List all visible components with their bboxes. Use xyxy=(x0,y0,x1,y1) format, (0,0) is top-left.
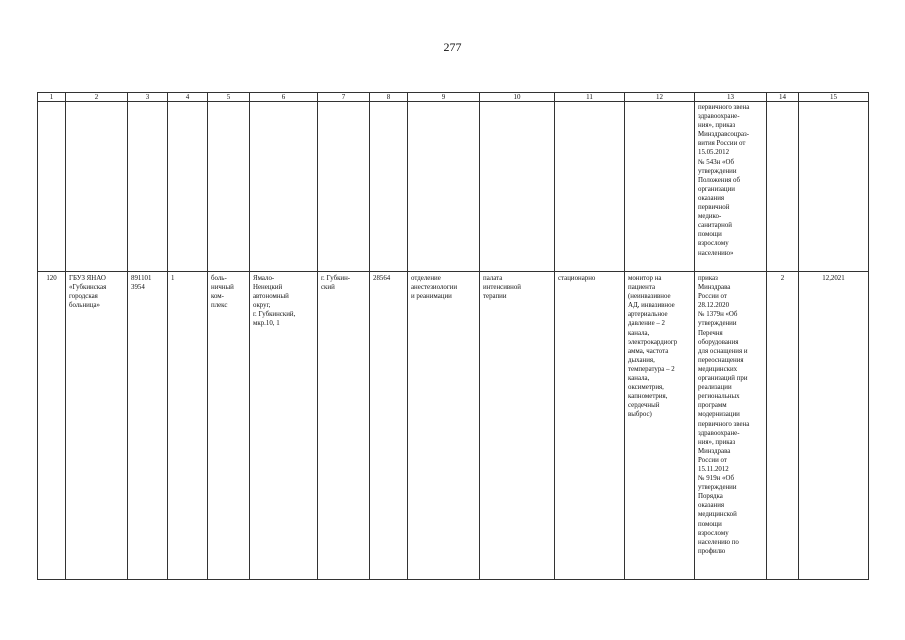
header-cell: 11 xyxy=(555,93,625,102)
table-cell xyxy=(250,102,318,272)
table-row xyxy=(38,272,869,580)
header-cell: 2 xyxy=(66,93,128,102)
table-cell xyxy=(408,102,480,272)
table-cell xyxy=(208,102,250,272)
table-cell xyxy=(318,102,370,272)
header-cell: 1 xyxy=(38,93,66,102)
table-cell xyxy=(38,102,66,272)
code-cell: 28564 xyxy=(370,272,408,580)
quantity-cell: 2 xyxy=(767,272,799,580)
header-cell: 5 xyxy=(208,93,250,102)
header-cell: 15 xyxy=(799,93,869,102)
header-cell: 4 xyxy=(168,93,208,102)
department-cell: отделение анестезиологии и реанимации xyxy=(408,272,480,580)
table-cell xyxy=(555,102,625,272)
table-cell xyxy=(370,102,408,272)
header-cell: 7 xyxy=(318,93,370,102)
table-cell xyxy=(480,102,555,272)
care-type-cell: стационарно xyxy=(555,272,625,580)
equipment-table xyxy=(37,92,869,580)
header-cell: 8 xyxy=(370,93,408,102)
page-number: 277 xyxy=(443,40,462,54)
inn-cell: 891101 3954 xyxy=(128,272,168,580)
table-cell xyxy=(128,102,168,272)
header-cell: 3 xyxy=(128,93,168,102)
building-type-cell: боль- ничный ком- плекс xyxy=(208,272,250,580)
count-cell: 1 xyxy=(168,272,208,580)
regulation-cell: первичного звена здравоохране- ния», приказ Минздравсоцраз- вития России от 15.05.2012 № 543н «Об утверждении Положения об организации оказания первичной медико- санитарной помощи взрослому населению» xyxy=(695,102,767,272)
ward-cell: палата интенсивной терапии xyxy=(480,272,555,580)
address-cell: Ямало- Ненецкий автономный округ, г. Губкинский, мкр.10, 1 xyxy=(250,272,318,580)
header-cell: 9 xyxy=(408,93,480,102)
table-cell xyxy=(66,102,128,272)
table-row-continuation xyxy=(38,102,869,272)
table-cell xyxy=(625,102,695,272)
header-cell: 10 xyxy=(480,93,555,102)
row-number-cell: 120 xyxy=(38,272,66,580)
date-cell: 12,2021 xyxy=(799,272,869,580)
header-row xyxy=(38,93,869,102)
table-cell xyxy=(168,102,208,272)
header-cell: 14 xyxy=(767,93,799,102)
organization-cell: ГБУЗ ЯНАО «Губкинская городская больница» xyxy=(66,272,128,580)
header-cell: 12 xyxy=(625,93,695,102)
header-cell: 13 xyxy=(695,93,767,102)
header-cell: 6 xyxy=(250,93,318,102)
equipment-cell: монитор на пациента (неинвазивное АД, инвазивное артериальное давление – 2 канала, электрокардиогр амма, частота дыхания, температура – 2 канала, оксиметрия, капнометрия, сердечный выброс) xyxy=(625,272,695,580)
table-cell xyxy=(767,102,799,272)
city-cell: г. Губкин- ский xyxy=(318,272,370,580)
regulation-cell: приказ Минздрава России от 28.12.2020 № 1379н «Об утверждении Перечня оборудования для оснащения и переоснащения медицинских организаций при реализации региональных программ модернизации первичного звена здравоохране- ния», приказ Минздрава России от 15.11.2012 № 919н «Об утверждении Порядка оказания медицинской помощи взрослому населению по профилю xyxy=(695,272,767,580)
table-cell xyxy=(799,102,869,272)
